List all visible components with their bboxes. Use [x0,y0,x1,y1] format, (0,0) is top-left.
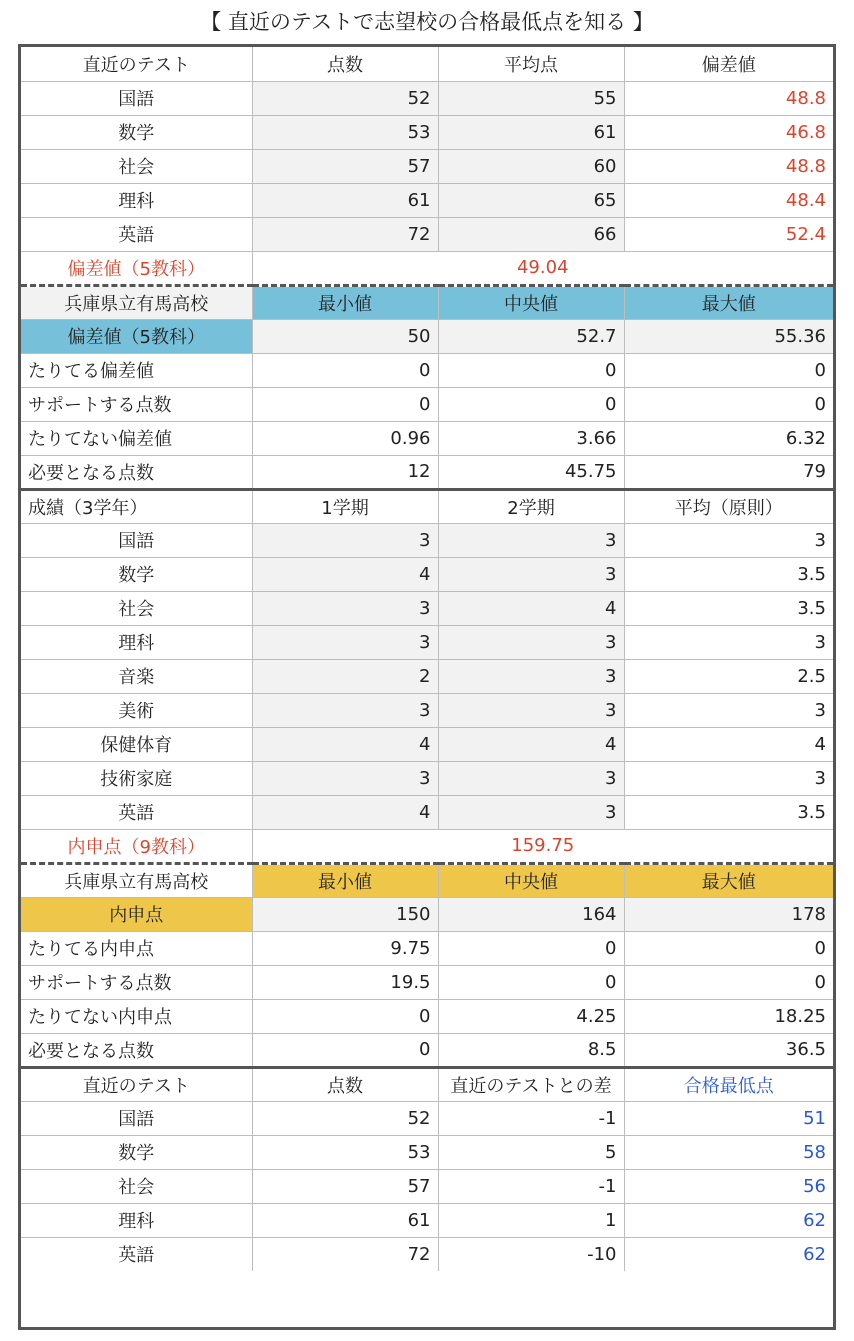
score-cell[interactable]: 61 [252,183,438,217]
term1-cell[interactable]: 4 [252,727,438,761]
term2-cell[interactable]: 3 [438,625,624,659]
deviation-cell: 48.4 [624,183,833,217]
average-cell: 2.5 [624,659,833,693]
deviation-cell: 48.8 [624,149,833,183]
average-cell[interactable]: 60 [438,149,624,183]
passing-score-header-row [21,1067,833,1101]
value-cell: 4.25 [438,999,624,1033]
column-header: 最大値 [624,863,833,897]
subject-cell: 技術家庭 [21,761,252,795]
deviation-cell: 46.8 [624,115,833,149]
table-row [21,1237,833,1271]
page-title: 【 直近のテストで志望校の合格最低点を知る 】 [200,10,654,34]
column-header: 平均点 [438,47,624,81]
value-cell: 3.66 [438,421,624,455]
subject-cell: 英語 [21,217,252,251]
column-header: 直近のテスト [82,54,190,76]
column-header: 最小値 [252,863,438,897]
value-cell[interactable]: 55.36 [624,319,833,353]
value-cell: 0 [438,965,624,999]
value-cell: 0 [438,387,624,421]
average-cell[interactable]: 65 [438,183,624,217]
average-cell[interactable]: 61 [438,115,624,149]
subject-cell: 理科 [21,625,252,659]
row-label: たりてない内申点 [21,999,252,1033]
term2-cell[interactable]: 4 [438,727,624,761]
term2-cell[interactable]: 4 [438,591,624,625]
average-cell: 3.5 [624,591,833,625]
term1-cell[interactable]: 3 [252,591,438,625]
term2-cell[interactable]: 3 [438,523,624,557]
value-cell: 79 [624,455,833,489]
value-cell: 36.5 [624,1033,833,1067]
value-cell: 0 [624,931,833,965]
value-cell: 0 [624,965,833,999]
deviation-cell: 48.8 [624,81,833,115]
score-cell: 57 [252,1169,438,1203]
row-label: たりてる内申点 [21,931,252,965]
row-label: たりてない偏差値 [21,421,252,455]
table-row [21,931,833,965]
difference-cell: -1 [438,1169,624,1203]
column-header: 成績（3学年） [21,489,252,523]
value-cell: 0 [252,1033,438,1067]
naishin-summary-row [21,829,833,863]
subject-cell: 理科 [21,183,252,217]
subject-cell: 国語 [21,81,252,115]
subject-cell: 国語 [21,1101,252,1135]
column-header: 最大値 [624,285,833,319]
subject-cell: 理科 [21,1203,252,1237]
score-cell: 52 [252,1101,438,1135]
table-row [21,591,833,625]
value-cell[interactable]: 52.7 [438,319,624,353]
passing-score-cell: 62 [624,1237,833,1271]
value-cell: 19.5 [252,965,438,999]
table-row [21,523,833,557]
score-cell[interactable]: 53 [252,115,438,149]
passing-score-cell: 56 [624,1169,833,1203]
table-row [21,387,833,421]
score-cell[interactable]: 57 [252,149,438,183]
table-row [21,421,833,455]
table-row [21,965,833,999]
average-cell[interactable]: 55 [438,81,624,115]
table-row [21,1203,833,1237]
passing-score-cell: 58 [624,1135,833,1169]
table-row [21,455,833,489]
value-cell[interactable]: 164 [438,897,624,931]
table-row [21,1135,833,1169]
school-name: 兵庫県立有馬高校 [21,285,252,319]
school-deviation-header-row [21,285,833,319]
subject-cell: 社会 [21,149,252,183]
term2-cell[interactable]: 3 [438,693,624,727]
summary-label: 内申点（9教科） [21,829,252,863]
row-label: 偏差値（5教科） [21,319,252,353]
term1-cell[interactable]: 2 [252,659,438,693]
column-header: 2学期 [438,489,624,523]
average-cell: 3 [624,523,833,557]
table-row [21,693,833,727]
row-label: たりてる偏差値 [21,353,252,387]
score-cell[interactable]: 52 [252,81,438,115]
value-cell[interactable]: 150 [252,897,438,931]
column-header: 点数 [252,1067,438,1101]
recent-test-header-row [21,47,833,81]
table-row [21,659,833,693]
value-cell: 6.32 [624,421,833,455]
average-cell: 3 [624,625,833,659]
row-label: 内申点 [21,897,252,931]
table-row [21,319,833,353]
term1-cell[interactable]: 3 [252,625,438,659]
value-cell: 45.75 [438,455,624,489]
subject-cell: 英語 [21,795,252,829]
value-cell: 12 [252,455,438,489]
value-cell: 18.25 [624,999,833,1033]
value-cell: 0.96 [252,421,438,455]
term1-cell[interactable]: 3 [252,523,438,557]
row-label: サポートする点数 [21,387,252,421]
table-row [21,81,833,115]
term1-cell[interactable]: 4 [252,557,438,591]
subject-cell: 社会 [21,1169,252,1203]
table-row [21,761,833,795]
column-header: 中央値 [438,863,624,897]
table-row [21,217,833,251]
deviation-summary-row [21,251,833,285]
subject-cell: 数学 [21,115,252,149]
table-row [21,557,833,591]
term1-cell[interactable]: 4 [252,795,438,829]
average-cell[interactable]: 66 [438,217,624,251]
term2-cell[interactable]: 3 [438,659,624,693]
school-naishin-header-row [21,863,833,897]
row-label: 必要となる点数 [21,455,252,489]
table-row [21,897,833,931]
column-header: 直近のテストとの差 [438,1067,624,1101]
summary-value: 159.75 [252,829,833,863]
table-row [21,149,833,183]
subject-cell: 美術 [21,693,252,727]
passing-score-cell: 62 [624,1203,833,1237]
average-cell: 4 [624,727,833,761]
table-row [21,1101,833,1135]
value-cell: 0 [438,931,624,965]
column-header: 偏差値 [624,47,833,81]
table-row [21,795,833,829]
table-row [21,353,833,387]
school-name: 兵庫県立有馬高校 [21,863,252,897]
column-header: 点数 [252,47,438,81]
score-cell: 72 [252,1237,438,1271]
table-row [21,183,833,217]
average-cell: 3 [624,761,833,795]
difference-cell: -10 [438,1237,624,1271]
difference-cell: 1 [438,1203,624,1237]
table-row [21,1033,833,1067]
term1-cell[interactable]: 3 [252,761,438,795]
subject-cell: 音楽 [21,659,252,693]
value-cell: 0 [438,353,624,387]
subject-cell: 数学 [21,1135,252,1169]
value-cell: 9.75 [252,931,438,965]
subject-cell: 社会 [21,591,252,625]
table-row [21,727,833,761]
passing-score-sheet [18,44,836,1330]
average-cell: 3 [624,693,833,727]
value-cell: 8.5 [438,1033,624,1067]
term1-cell[interactable]: 3 [252,693,438,727]
subject-cell: 数学 [21,557,252,591]
row-label: 必要となる点数 [21,1033,252,1067]
table-row [21,1169,833,1203]
score-table [21,47,833,1271]
difference-cell: 5 [438,1135,624,1169]
column-header: 平均（原則） [624,489,833,523]
column-header: 1学期 [252,489,438,523]
column-header: 合格最低点 [624,1067,833,1101]
value-cell: 0 [252,999,438,1033]
summary-value: 49.04 [252,251,833,285]
column-header: 最小値 [252,285,438,319]
value-cell[interactable]: 178 [624,897,833,931]
row-label: サポートする点数 [21,965,252,999]
difference-cell: -1 [438,1101,624,1135]
subject-cell: 国語 [21,523,252,557]
average-cell: 3.5 [624,557,833,591]
deviation-cell: 52.4 [624,217,833,251]
score-cell[interactable]: 72 [252,217,438,251]
grades-header-row [21,489,833,523]
value-cell: 0 [252,387,438,421]
average-cell: 3.5 [624,795,833,829]
score-cell: 61 [252,1203,438,1237]
table-row [21,999,833,1033]
value-cell: 0 [252,353,438,387]
column-header: 直近のテスト [21,1067,252,1101]
value-cell: 0 [624,353,833,387]
subject-cell: 保健体育 [21,727,252,761]
column-header: 中央値 [438,285,624,319]
subject-cell: 英語 [21,1237,252,1271]
summary-label: 偏差値（5教科） [21,251,252,285]
value-cell[interactable]: 50 [252,319,438,353]
term2-cell[interactable]: 3 [438,557,624,591]
table-row [21,625,833,659]
term2-cell[interactable]: 3 [438,795,624,829]
table-row [21,115,833,149]
score-cell: 53 [252,1135,438,1169]
term2-cell[interactable]: 3 [438,761,624,795]
value-cell: 0 [624,387,833,421]
passing-score-cell: 51 [624,1101,833,1135]
